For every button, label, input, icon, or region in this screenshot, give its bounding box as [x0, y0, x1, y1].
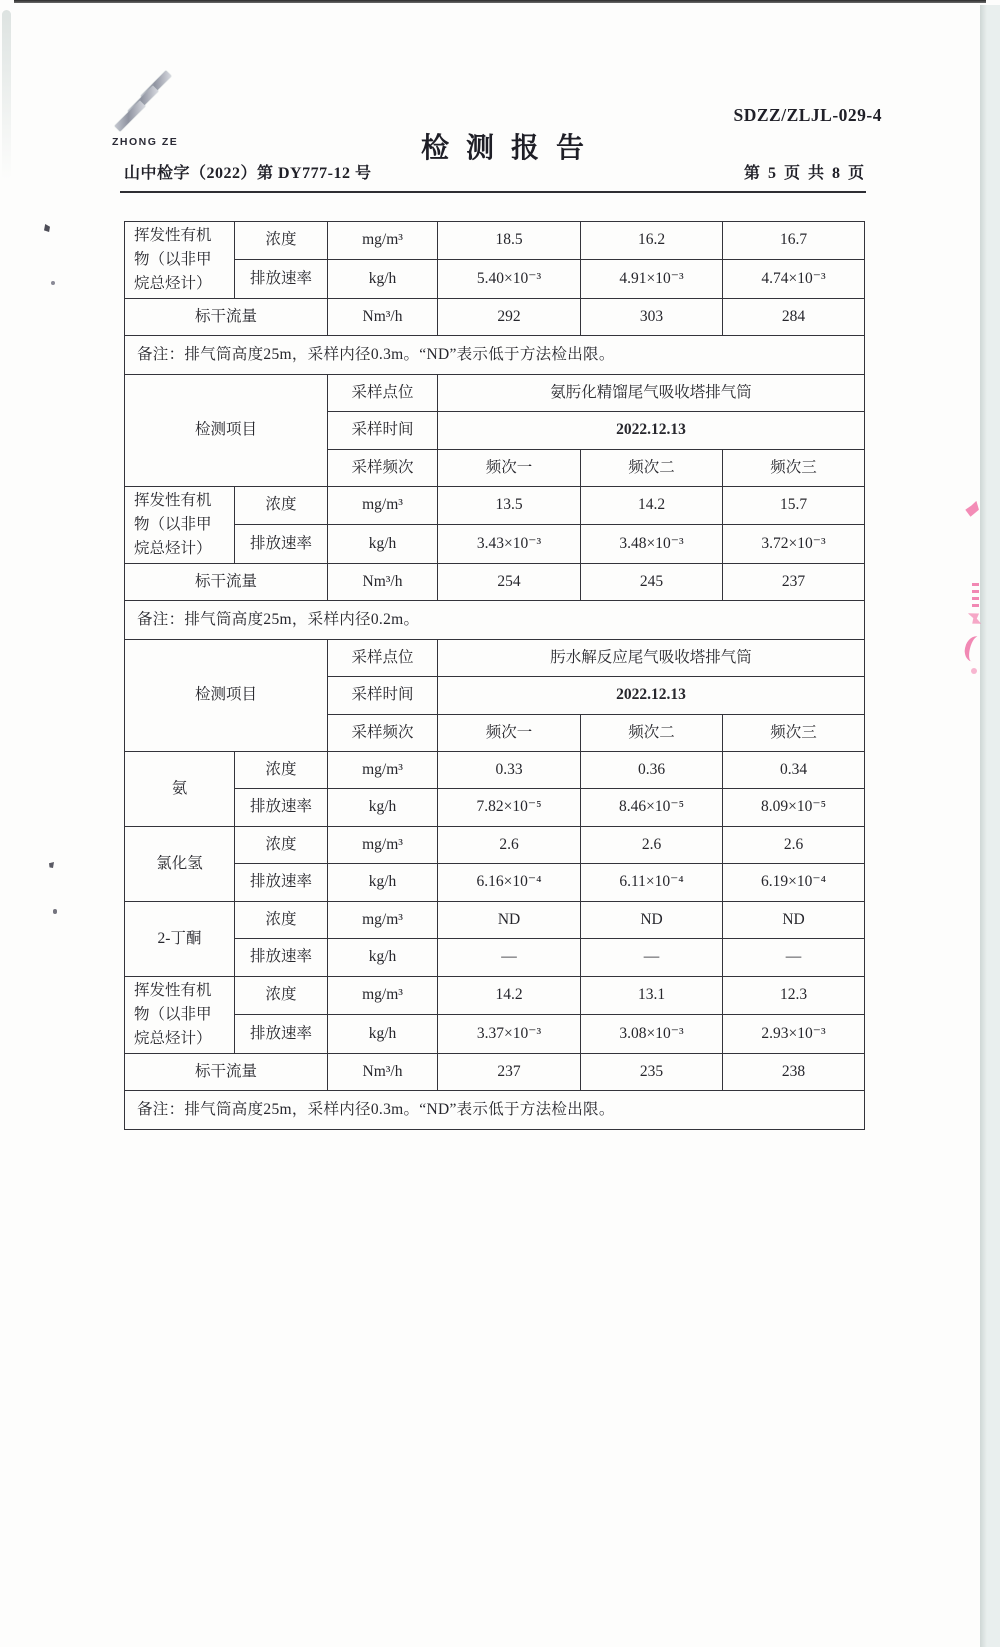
- unit-cell: mg/m³: [328, 487, 438, 525]
- unit-cell: Nm³/h: [328, 1054, 438, 1091]
- page-number: 第 5 页 共 8 页: [743, 165, 866, 182]
- value-cell: 4.91×10⁻³: [581, 260, 723, 299]
- metric-label-cell: 浓度: [235, 827, 328, 864]
- unit-cell: mg/m³: [328, 902, 438, 939]
- header-rule: [120, 191, 866, 193]
- scan-top-edge: [14, 0, 986, 3]
- value-cell: 254: [438, 564, 581, 601]
- sampling-point-label: 采样点位: [328, 640, 438, 677]
- value-cell: 237: [723, 564, 865, 601]
- value-cell: 2.93×10⁻³: [723, 1015, 865, 1054]
- value-cell: 0.36: [581, 752, 723, 789]
- unit-cell: Nm³/h: [328, 564, 438, 601]
- value-cell: 3.37×10⁻³: [438, 1015, 581, 1054]
- scan-speck: [51, 281, 55, 285]
- metric-label-cell: 排放速率: [235, 1015, 328, 1054]
- value-cell: 16.7: [723, 222, 865, 260]
- metric-label-cell: 排放速率: [235, 525, 328, 564]
- value-cell: ND: [723, 902, 865, 939]
- value-cell: 3.08×10⁻³: [581, 1015, 723, 1054]
- document-code: SDZZ/ZLJL-029-4: [733, 105, 882, 125]
- value-cell: 8.09×10⁻⁵: [723, 789, 865, 827]
- stamp-fragment: [964, 498, 982, 518]
- value-cell: 4.74×10⁻³: [723, 260, 865, 299]
- unit-cell: kg/h: [328, 1015, 438, 1054]
- value-cell: 292: [438, 299, 581, 336]
- value-cell: 5.40×10⁻³: [438, 260, 581, 299]
- param-name-cell: 挥发性有机物（以非甲烷总烃计）: [125, 222, 235, 299]
- value-cell: ND: [581, 902, 723, 939]
- unit-cell: mg/m³: [328, 752, 438, 789]
- scan-right-edge: [980, 5, 1000, 1647]
- flow-label-cell: 标干流量: [125, 1054, 328, 1091]
- value-cell: 7.82×10⁻⁵: [438, 789, 581, 827]
- value-cell: 3.48×10⁻³: [581, 525, 723, 564]
- frequency-label: 采样频次: [328, 450, 438, 487]
- value-cell: 3.72×10⁻³: [723, 525, 865, 564]
- page-title: 检测报告: [420, 133, 601, 164]
- scan-speck: [53, 909, 57, 914]
- scan-speck: [44, 224, 50, 232]
- frequency-header: 频次二: [581, 715, 723, 752]
- logo-text: ZHONG ZE: [112, 136, 179, 148]
- note-cell: 备注：排气筒高度25m，采样内径0.3m。“ND”表示低于方法检出限。: [125, 1091, 865, 1130]
- unit-cell: kg/h: [328, 939, 438, 977]
- scan-left-edge-shadow: [2, 10, 11, 180]
- value-cell: —: [723, 939, 865, 977]
- value-cell: 14.2: [581, 487, 723, 525]
- param-name-cell: 挥发性有机物（以非甲烷总烃计）: [125, 487, 235, 564]
- unit-cell: mg/m³: [328, 222, 438, 260]
- metric-label-cell: 排放速率: [235, 260, 328, 299]
- item-header-cell: 检测项目: [125, 375, 328, 487]
- unit-cell: kg/h: [328, 525, 438, 564]
- sampling-time-label: 采样时间: [328, 677, 438, 715]
- value-cell: 2.6: [438, 827, 581, 864]
- value-cell: 0.34: [723, 752, 865, 789]
- frequency-label: 采样频次: [328, 715, 438, 752]
- value-cell: 13.1: [581, 977, 723, 1015]
- scan-speck: [49, 862, 54, 868]
- value-cell: 2.6: [723, 827, 865, 864]
- value-cell: 3.43×10⁻³: [438, 525, 581, 564]
- value-cell: 303: [581, 299, 723, 336]
- value-cell: —: [438, 939, 581, 977]
- value-cell: 8.46×10⁻⁵: [581, 789, 723, 827]
- value-cell: ND: [438, 902, 581, 939]
- flow-label-cell: 标干流量: [125, 299, 328, 336]
- unit-cell: mg/m³: [328, 827, 438, 864]
- value-cell: 237: [438, 1054, 581, 1091]
- table-voc-continuation: [124, 221, 865, 375]
- metric-label-cell: 浓度: [235, 977, 328, 1015]
- sampling-point-value: 氨肟化精馏尾气吸收塔排气筒: [438, 375, 865, 412]
- stamp-fragment: [972, 583, 979, 607]
- value-cell: 13.5: [438, 487, 581, 525]
- param-name-cell: 氯化氢: [125, 827, 235, 902]
- stamp-fragment: [971, 668, 977, 674]
- sampling-time-value: 2022.12.13: [438, 677, 865, 715]
- metric-label-cell: 浓度: [235, 222, 328, 260]
- value-cell: 2.6: [581, 827, 723, 864]
- metric-label-cell: 浓度: [235, 487, 328, 525]
- value-cell: 245: [581, 564, 723, 601]
- sampling-point-label: 采样点位: [328, 375, 438, 412]
- value-cell: 14.2: [438, 977, 581, 1015]
- frequency-header: 频次二: [581, 450, 723, 487]
- note-cell: 备注：排气筒高度25m，采样内径0.2m。: [125, 601, 865, 640]
- value-cell: 12.3: [723, 977, 865, 1015]
- unit-cell: kg/h: [328, 260, 438, 299]
- value-cell: 6.19×10⁻⁴: [723, 864, 865, 902]
- value-cell: 6.16×10⁻⁴: [438, 864, 581, 902]
- results-tables: [124, 221, 864, 1130]
- value-cell: 15.7: [723, 487, 865, 525]
- note-cell: 备注：排气筒高度25m，采样内径0.3m。“ND”表示低于方法检出限。: [125, 336, 865, 375]
- param-name-cell: 2-丁酮: [125, 902, 235, 977]
- unit-cell: kg/h: [328, 864, 438, 902]
- frequency-header: 频次一: [438, 450, 581, 487]
- unit-cell: mg/m³: [328, 977, 438, 1015]
- metric-label-cell: 排放速率: [235, 939, 328, 977]
- report-number: 山中检字（2022）第 DY777-12 号: [124, 165, 372, 182]
- value-cell: 18.5: [438, 222, 581, 260]
- param-name-cell: 氨: [125, 752, 235, 827]
- item-header-cell: 检测项目: [125, 640, 328, 752]
- sampling-time-label: 采样时间: [328, 412, 438, 450]
- metric-label-cell: 浓度: [235, 752, 328, 789]
- value-cell: 235: [581, 1054, 723, 1091]
- metric-label-cell: 排放速率: [235, 864, 328, 902]
- sampling-point-value: 肟水解反应尾气吸收塔排气筒: [438, 640, 865, 677]
- value-cell: —: [581, 939, 723, 977]
- value-cell: 238: [723, 1054, 865, 1091]
- unit-cell: Nm³/h: [328, 299, 438, 336]
- frequency-header: 频次三: [723, 450, 865, 487]
- table-stack-2: [124, 639, 865, 1130]
- metric-label-cell: 浓度: [235, 902, 328, 939]
- table-stack-1: [124, 374, 865, 640]
- metric-label-cell: 排放速率: [235, 789, 328, 827]
- value-cell: 6.11×10⁻⁴: [581, 864, 723, 902]
- value-cell: 284: [723, 299, 865, 336]
- flow-label-cell: 标干流量: [125, 564, 328, 601]
- value-cell: 16.2: [581, 222, 723, 260]
- sampling-time-value: 2022.12.13: [438, 412, 865, 450]
- value-cell: 0.33: [438, 752, 581, 789]
- frequency-header: 频次一: [438, 715, 581, 752]
- unit-cell: kg/h: [328, 789, 438, 827]
- frequency-header: 频次三: [723, 715, 865, 752]
- param-name-cell: 挥发性有机物（以非甲烷总烃计）: [125, 977, 235, 1054]
